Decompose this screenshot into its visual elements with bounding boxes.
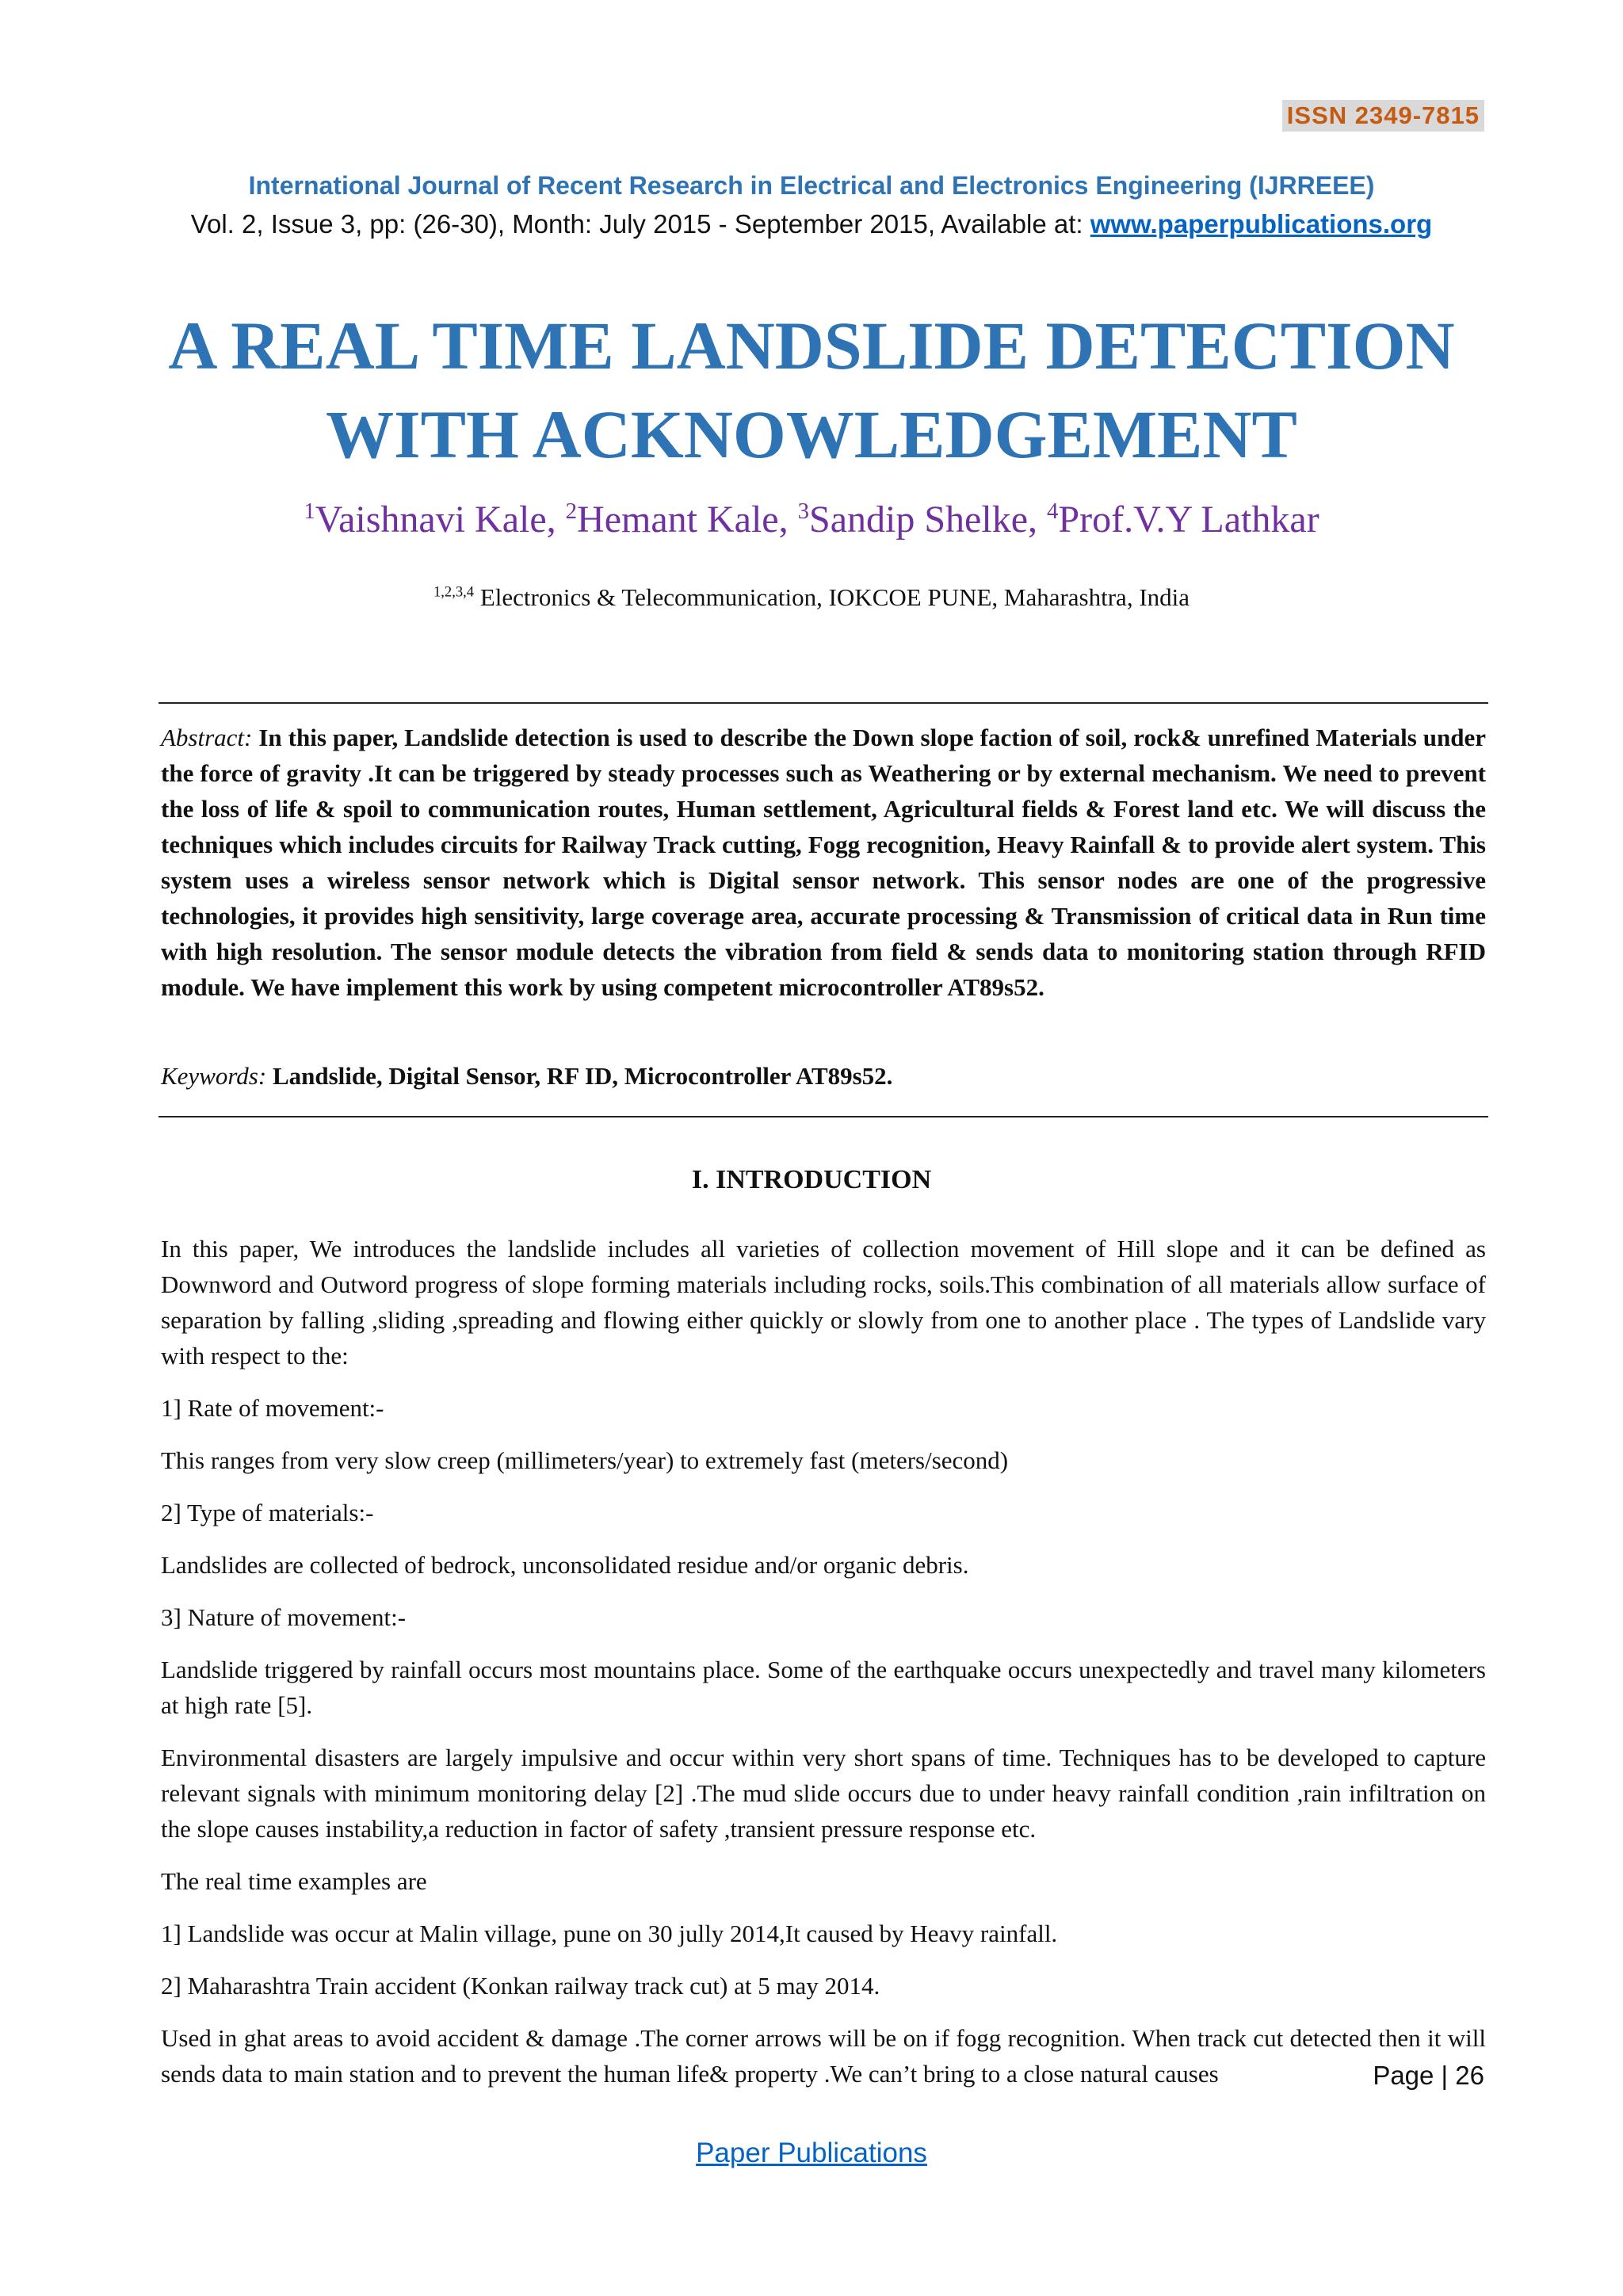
body-paragraph: Landslides are collected of bedrock, unconsolidated residue and/or organic debris. bbox=[161, 1551, 969, 1579]
journal-title: International Journal of Recent Research in Electrical and Electronics Engineering (IJRREEE) bbox=[248, 171, 1375, 200]
abstract-bottom-rule bbox=[158, 1116, 1488, 1117]
author-list bbox=[0, 498, 1623, 541]
issn-badge: ISSN 2349-7815 bbox=[1282, 100, 1484, 132]
section-heading: I. INTRODUCTION bbox=[691, 1165, 932, 1194]
paper-title-line-1: A REAL TIME LANDSLIDE DETECTION bbox=[168, 308, 1455, 384]
body-paragraph: Used in ghat areas to avoid accident & damage .The corner arrows will be on if fogg recognition. When track cut detected then it will sends data to main station and to prevent the human life& property .We can’t bring to a close natural causes bbox=[161, 2024, 1486, 2088]
keywords-label: Keywords: bbox=[161, 1062, 267, 1090]
body-paragraph: This ranges from very slow creep (millimeters/year) to extremely fast (meters/second) bbox=[161, 1446, 1009, 1474]
keywords-text: Landslide, Digital Sensor, RF ID, Microcontroller AT89s52. bbox=[266, 1062, 893, 1090]
author-1-name: Vaishnavi Kale, bbox=[315, 499, 566, 541]
author-4-name: Prof.V.Y Lathkar bbox=[1058, 499, 1319, 541]
body-paragraph: 1] Rate of movement:- bbox=[161, 1394, 384, 1422]
author-2-name: Hemant Kale, bbox=[577, 499, 798, 541]
abstract-label: Abstract: bbox=[161, 724, 253, 751]
abstract-text: In this paper, Landslide detection is used to describe the Down slope faction of soil, rock& unrefined Materials under the force of gravity .It can be triggered by steady processes such as Weathering or by external mechanism. We need to prevent the loss of life & spoil to communication routes, Human settlement, Agricultural fields & Forest land etc. We will discuss the techniques which includes circuits for Railway Track cutting, Fogg recognition, Heavy Rainfall & to provide alert system. This system uses a wireless sensor network which is Digital sensor network. This sensor nodes are one of the progressive technologies, it provides high sensitivity, large coverage area, accurate processing & Transmission of critical data in Run time with high resolution. The sensor module detects the vibration from field & sends data to monitoring station through RFID module. We have implement this work by using competent microcontroller AT89s52. bbox=[161, 724, 1486, 1001]
author-3-sup: 3 bbox=[797, 499, 810, 524]
keywords bbox=[161, 1062, 1486, 1091]
publisher-link[interactable]: Paper Publications bbox=[696, 2137, 927, 2168]
body-paragraph: 2] Type of materials:- bbox=[161, 1499, 374, 1526]
paper-title-line-2: WITH ACKNOWLEDGEMENT bbox=[326, 396, 1297, 472]
body-paragraph: The real time examples are bbox=[161, 1867, 427, 1895]
journal-website-link[interactable]: www.paperpublications.org bbox=[1090, 209, 1433, 239]
section-body bbox=[161, 1231, 1486, 2108]
affiliation-sup: 1,2,3,4 bbox=[433, 583, 475, 601]
affiliation-text: Electronics & Telecommunication, IOKCOE PUNE, Maharashtra, India bbox=[474, 583, 1190, 611]
body-paragraph: Landslide triggered by rainfall occurs most mountains place. Some of the earthquake occurs unexpectedly and travel many kilometers at high rate [5]. bbox=[161, 1656, 1486, 1719]
paper-title bbox=[0, 301, 1623, 479]
journal-info-text: Vol. 2, Issue 3, pp: (26-30), Month: July 2015 - September 2015, Available at: bbox=[190, 209, 1090, 239]
affiliation bbox=[0, 583, 1623, 612]
abstract-top-rule bbox=[158, 702, 1488, 704]
journal-info bbox=[0, 209, 1623, 239]
author-1-sup: 1 bbox=[304, 499, 315, 524]
body-paragraph: Environmental disasters are largely impulsive and occur within very short spans of time. Techniques has to be developed to capture relevant signals with minimum monitoring delay [2] .The mud slide occurs due to under heavy rainfall condition ,rain infiltration on the slope causes instability,a reduction in factor of safety ,transient pressure response etc. bbox=[161, 1744, 1486, 1843]
page-number: Page | 26 bbox=[1373, 2061, 1484, 2090]
body-paragraph: 2] Maharashtra Train accident (Konkan railway track cut) at 5 may 2014. bbox=[161, 1972, 880, 2000]
author-2-sup: 2 bbox=[565, 499, 578, 524]
body-paragraph: 3] Nature of movement:- bbox=[161, 1603, 407, 1631]
body-paragraph: 1] Landslide was occur at Malin village, pune on 30 jully 2014,It caused by Heavy rainfall. bbox=[161, 1920, 1058, 1947]
author-4-sup: 4 bbox=[1047, 499, 1059, 524]
abstract bbox=[161, 720, 1486, 1005]
body-paragraph: In this paper, We introduces the landslide includes all varieties of collection movement of Hill slope and it can be defined as Downword and Outword progress of slope forming materials including rocks, soils.This combination of all materials allow surface of separation by falling ,sliding ,spreading and flowing either quickly or slowly from one to another place . The types of Landslide vary with respect to the: bbox=[161, 1235, 1486, 1370]
author-3-name: Sandip Shelke, bbox=[809, 499, 1047, 541]
